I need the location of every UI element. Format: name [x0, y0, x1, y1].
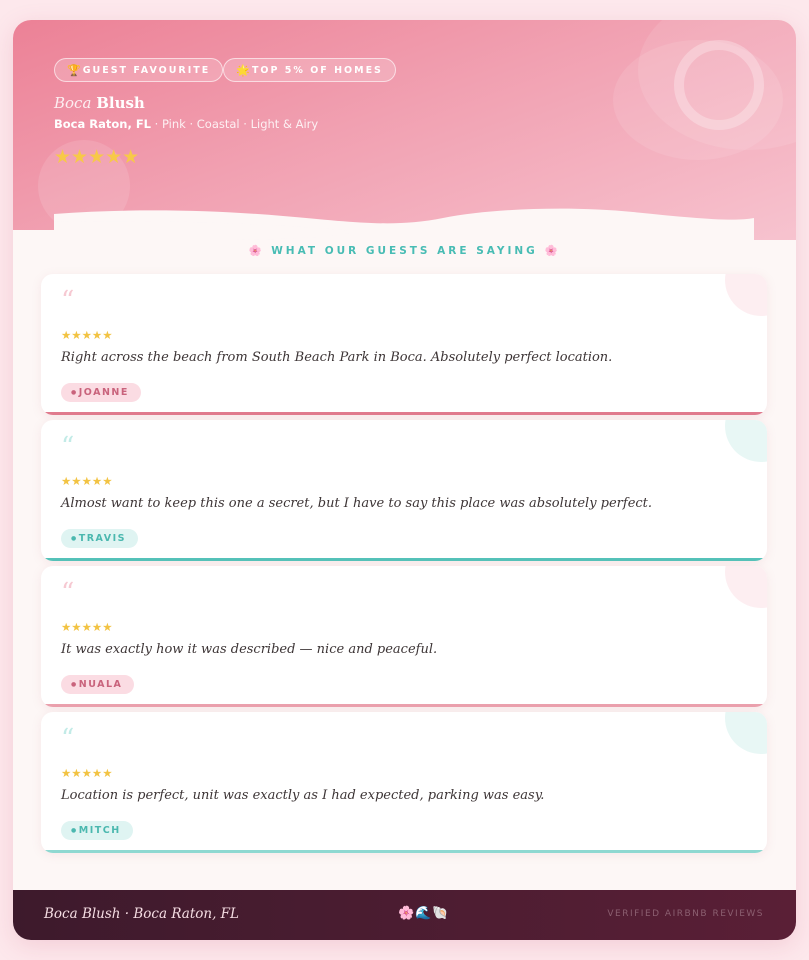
review-text: Location is perfect, unit was exactly as I had expected, parking was easy. [61, 788, 545, 803]
review-accent-bar [41, 850, 767, 853]
top-homes-badge [223, 58, 396, 82]
footer-bar [13, 890, 796, 940]
review-card [41, 420, 767, 561]
section-heading: 🌸 WHAT OUR GUESTS ARE SAYING 🌸 [248, 245, 561, 257]
review-card [41, 566, 767, 707]
trophy-icon: 🏆 [67, 63, 81, 77]
review-author: NUALA [78, 679, 123, 690]
review-author: TRAVIS [78, 533, 126, 544]
listing-title [54, 94, 145, 112]
review-card [41, 274, 767, 415]
review-author-badge [61, 383, 141, 402]
quote-mark-icon: “ [61, 432, 75, 462]
review-author-badge [61, 821, 133, 840]
reviews-card [13, 20, 796, 940]
review-author: JOANNE [78, 387, 129, 398]
review-stars: ★★★★★ [61, 620, 113, 634]
review-text: Almost want to keep this one a secret, but I have to say this place was absolutely perfect. [61, 496, 653, 511]
dot-icon: ● [71, 535, 78, 542]
quote-mark-icon: “ [61, 724, 75, 754]
hero-banner [13, 20, 796, 240]
dot-icon: ● [71, 389, 78, 396]
review-author-badge [61, 529, 138, 548]
review-stars: ★★★★★ [61, 766, 113, 780]
review-stars: ★★★★★ [61, 328, 113, 342]
badge-label: GUEST FAVOURITE [82, 64, 211, 76]
star-icon: 🌟 [236, 63, 250, 77]
dot-icon: ● [71, 827, 78, 834]
decorative-ring [674, 40, 764, 130]
review-accent-bar [41, 558, 767, 561]
review-accent-bar [41, 412, 767, 415]
review-author-badge [61, 675, 134, 694]
footer-listing-name: Boca Blush · Boca Raton, FL [44, 906, 240, 922]
review-stars: ★★★★★ [61, 474, 113, 488]
title-second: Blush [96, 94, 145, 112]
decorative-corner [725, 712, 767, 754]
quote-mark-icon: “ [61, 578, 75, 608]
verified-label: VERIFIED AIRBNB REVIEWS [607, 909, 764, 919]
listing-subtitle [54, 117, 318, 131]
quote-mark-icon: “ [61, 286, 75, 316]
decorative-corner [725, 274, 767, 316]
hero-rating-stars: ★★★★★ [54, 146, 140, 168]
title-first: Boca [54, 94, 92, 112]
review-accent-bar [41, 704, 767, 707]
decorative-corner [725, 420, 767, 462]
review-text: It was exactly how it was described — nice and peaceful. [61, 642, 438, 657]
review-card [41, 712, 767, 853]
footer-icons: 🌸🌊🐚 [398, 906, 450, 921]
badge-row [54, 58, 396, 82]
listing-location: Boca Raton, FL [54, 117, 152, 131]
listing-tags: · Pink · Coastal · Light & Airy [154, 117, 319, 131]
dot-icon: ● [71, 681, 78, 688]
guest-favourite-badge [54, 58, 223, 82]
decorative-corner [725, 566, 767, 608]
review-text: Right across the beach from South Beach Park in Boca. Absolutely perfect location. [61, 350, 613, 365]
wave-divider [13, 200, 796, 240]
review-author: MITCH [78, 825, 121, 836]
badge-label: TOP 5% OF HOMES [251, 64, 383, 76]
